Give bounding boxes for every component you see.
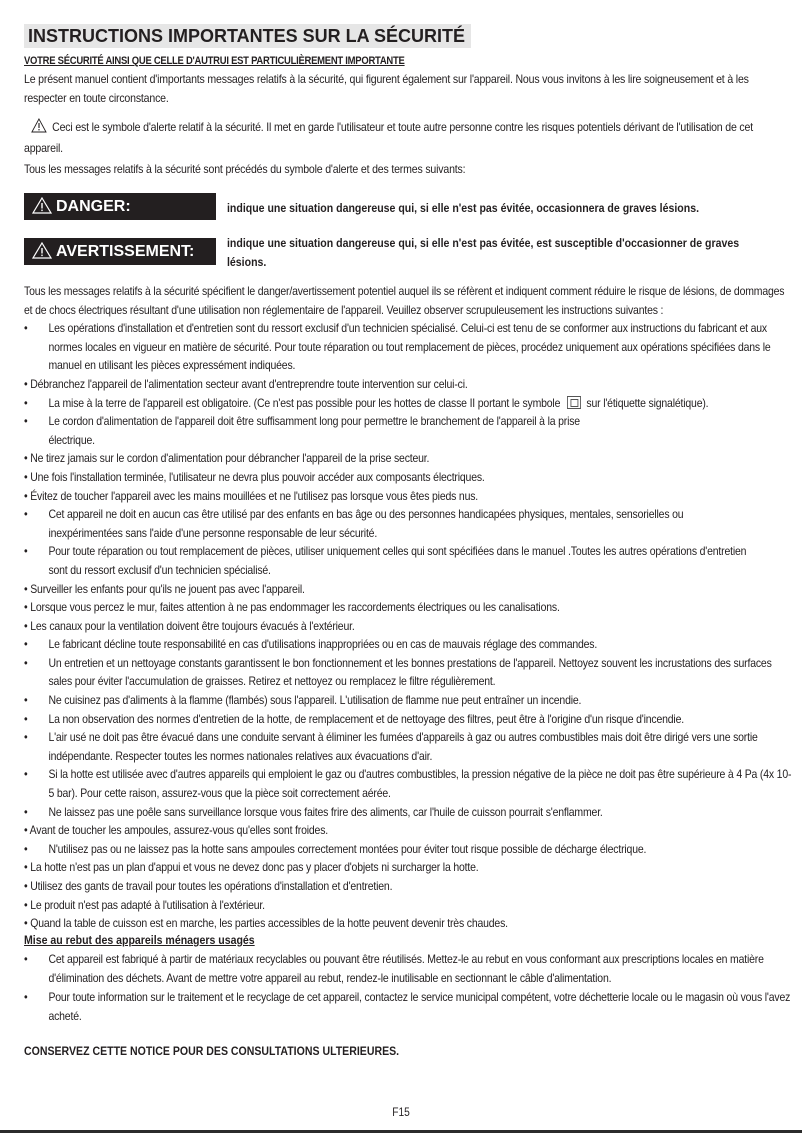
list-item: • Ne laissez pas une poêle sans surveillance lorsque vous faites frire des aliments, car l'huile de cuisson pourrait s'enflammer.	[24, 804, 603, 819]
warning-triangle-icon	[32, 241, 52, 268]
warning-description: indique une situation dangereuse qui, si elle n'est pas évitée, est susceptible d'occasionner de graves lésions.	[227, 236, 740, 269]
danger-label-text: DANGER:	[56, 198, 131, 215]
intro-paragraph: Le présent manuel contient d'importants messages relatifs à la sécurité, qui figurent également sur l'appareil. Nous vous invitons à les lire soigneusement et à les respecter en toute circonstance.	[24, 72, 749, 105]
list-item: • Le produit n'est pas adapté à l'utilisation à l'extérieur.	[24, 897, 265, 912]
list-item: • L'air usé ne doit pas être évacué dans une conduite servant à éliminer les fumées d'appareils à gaz ou autres combustibles mais doit être dirigé vers une sortie indépendante. Respecter toutes les normes nationales relatives aux évacuations d'air.	[24, 730, 758, 763]
class-ii-symbol-icon	[567, 396, 581, 409]
list-item: • Ne cuisinez pas d'aliments à la flamme (flambés) sous l'appareil. L'utilisation de flamme nue peut entraîner un incendie.	[24, 693, 582, 708]
list-item: • Ne tirez jamais sur le cordon d'alimentation pour débrancher l'appareil de la prise secteur.	[24, 451, 430, 466]
disposal-list	[24, 950, 792, 1026]
signal-words-intro: Tous les messages relatifs à la sécurité sont précédés du symbole d'alerte et des termes suivants:	[24, 162, 466, 176]
list-item: • Si la hotte est utilisée avec d'autres appareils qui emploient le gaz ou d'autres combustibles, la pression négative de la pièce ne doit pas être supérieure à 4 Pa (4x 10-5 bar). Pour cette raison, assurez-vous que la pièce soit correctement aérée.	[24, 767, 792, 801]
list-item: • Cet appareil est fabriqué à partir de matériaux recyclables ou pouvant être réutilisés. Mettez-le au rebut en vous conformant aux prescriptions locales en matière d'élimination des déchets. Avant de mettre votre appareil au rebut, rendez-le inutilisable en sectionnant le câble d'alimentation.	[24, 952, 764, 985]
list-item: • Débranchez l'appareil de l'alimentation secteur avant d'entreprendre toute intervention sur celui-ci.	[24, 376, 468, 391]
list-item: • La non observation des normes d'entretien de la hotte, de remplacement et de nettoyage des filtres, peut être à l'origine d'un risque d'incendie.	[24, 711, 684, 726]
list-item: • Les canaux pour la ventilation doivent être toujours évacués à l'extérieur.	[24, 618, 355, 633]
list-item: • Lorsque vous percez le mur, faites attention à ne pas endommager les raccordements électriques ou les canalisations.	[24, 600, 560, 615]
list-item: • Quand la table de cuisson est en marche, les parties accessibles de la hotte peuvent devenir très chaudes.	[24, 916, 508, 931]
section-subtitle: VOTRE SÉCURITÉ AINSI QUE CELLE D'AUTRUI EST PARTICULIÈREMENT IMPORTANTE	[24, 55, 405, 67]
warning-label	[24, 238, 216, 265]
list-item: • Pour toute réparation ou tout remplacement de pièces, utiliser uniquement celles qui sont spécifiées dans le manuel .Toutes les autres opérations d'entretien sont du ressort exclusif d'un technicien spécialisé.	[24, 544, 747, 577]
list-item: • Le cordon d'alimentation de l'appareil doit être suffisamment long pour permettre le branchement de l'appareil à la prise électrique.	[24, 414, 580, 447]
list-item: • Cet appareil ne doit en aucun cas être utilisé par des enfants en bas âge ou des personnes handicapées physiques, mentales, sensorielles ou inexpérimentées sans l'aide d'une personne responsable de leur sécurité.	[24, 507, 684, 540]
alert-symbol-text: Ceci est le symbole d'alerte relatif à la sécurité. Il met en garde l'utilisateur et toute autre personne contre les risques potentiels dérivant de l'utilisation de cet appareil.	[24, 120, 753, 155]
list-item: • La mise à la terre de l'appareil est obligatoire. (Ce n'est pas possible pour les hottes de classe II portant le symbole sur l'étiquette signalétique).	[24, 395, 709, 410]
warning-label-text: AVERTISSEMENT:	[56, 243, 195, 260]
list-item: • N'utilisez pas ou ne laissez pas la hotte sans ampoules correctement montées pour éviter tout risque possible de décharge électrique.	[24, 841, 647, 856]
list-item: • La hotte n'est pas un plan d'appui et vous ne devez donc pas y placer d'objets ni surcharger la hotte.	[24, 860, 479, 875]
list-item: • Une fois l'installation terminée, l'utilisateur ne devra plus pouvoir accéder aux composants électriques.	[24, 469, 485, 484]
warning-triangle-icon	[32, 196, 52, 223]
safety-instructions	[24, 282, 792, 933]
list-item: • Surveiller les enfants pour qu'ils ne jouent pas avec l'appareil.	[24, 581, 305, 596]
list-item: • Les opérations d'installation et d'entretien sont du ressort exclusif d'un technicien spécialisé. Celui-ci est tenu de se conformer aux instructions du fabricant et aux normes locales en vigueur en matière de sécurité. Pour toute réparation ou tout remplacement de pièces, procédez uniquement aux opérations spécifiées dans le manuel en utilisant les pièces expressément indiquées.	[24, 321, 771, 373]
list-item: • Pour toute information sur le traitement et le recyclage de cet appareil, contactez le service municipal compétent, votre déchetterie locale ou le magasin où vous l'avez acheté.	[24, 990, 791, 1023]
list-item: • Le fabricant décline toute responsabilité en cas d'utilisations inappropriées ou en cas de mauvais réglage des commandes.	[24, 637, 598, 652]
disposal-heading: Mise au rebut des appareils ménagers usagés	[24, 933, 255, 947]
page-title: INSTRUCTIONS IMPORTANTES SUR LA SÉCURITÉ	[24, 24, 471, 48]
page-number: F15	[392, 1105, 410, 1119]
list-item: • Utilisez des gants de travail pour toutes les opérations d'installation et d'entretien.	[24, 879, 393, 893]
danger-description: indique une situation dangereuse qui, si elle n'est pas évitée, occasionnera de graves lésions.	[227, 201, 700, 215]
list-item: • Un entretien et un nettoyage constants garantissent le bon fonctionnement et les bonnes prestations de l'appareil. Nettoyez souvent les incrustations des surfaces sales pour éviter l'accumulation de graisses. Retirez et nettoyez ou remplacez le filtre régulièrement.	[24, 655, 772, 689]
danger-label	[24, 193, 216, 220]
warning-triangle-icon	[31, 118, 47, 139]
safety-intro: Tous les messages relatifs à la sécurité spécifient le danger/avertissement potentiel auquel ils se réfèrent et indiquent comment réduire le risque de lésions, de dommages et de chocs électriques résultant d'une utilisation non réglementaire de l'appareil. Veuillez observer scrupuleusement les instructions suivantes :	[24, 284, 785, 317]
list-item: • Évitez de toucher l'appareil avec les mains mouillées et ne l'utilisez pas lorsque vous êtes pieds nus.	[24, 488, 479, 503]
keep-notice: CONSERVEZ CETTE NOTICE POUR DES CONSULTATIONS ULTERIEURES.	[24, 1044, 400, 1058]
alert-symbol-paragraph	[24, 118, 772, 158]
list-item: • Avant de toucher les ampoules, assurez-vous qu'elles sont froides.	[24, 823, 328, 838]
